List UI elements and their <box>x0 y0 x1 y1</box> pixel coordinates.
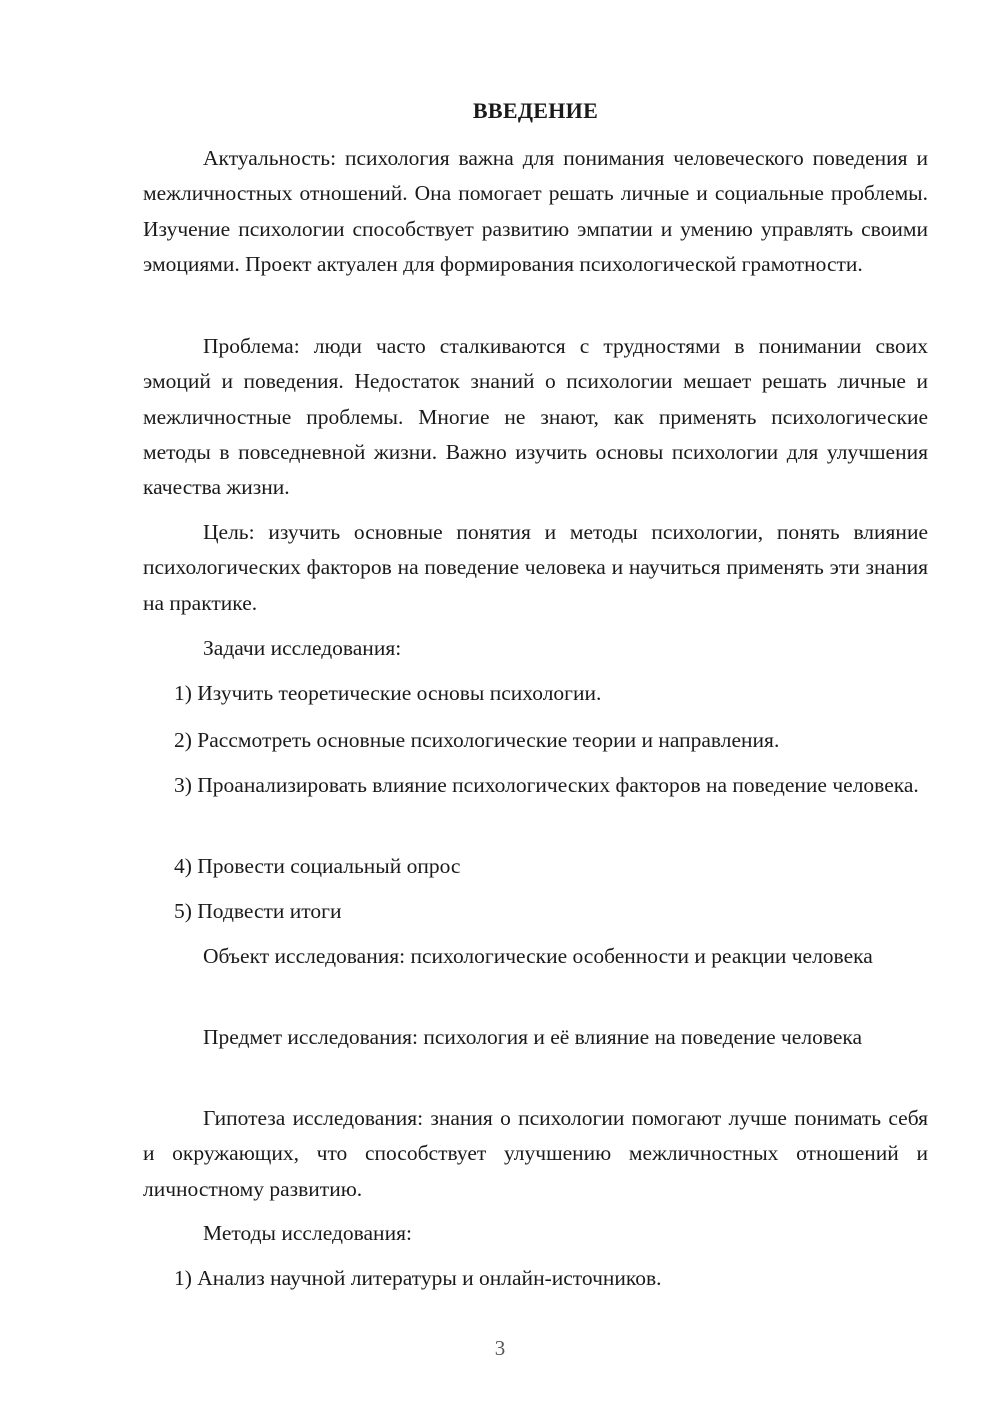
methods-heading: Методы исследования: <box>203 1221 412 1245</box>
task-item-1: 1) Изучить теоретические основы психологии. <box>174 681 602 705</box>
task-item-5: 5) Подвести итоги <box>174 899 342 923</box>
paragraph-object: Объект исследования: психологические особенности и реакции человека <box>203 944 873 968</box>
method-item-1: 1) Анализ научной литературы и онлайн-источников. <box>174 1266 662 1290</box>
section-title: ВВЕДЕНИЕ <box>472 98 599 123</box>
paragraph-relevance: Актуальность: психология важна для понимания человеческого поведения и межличностных отношений. Она помогает решать личные и социальные проблемы. Изучение психологии способствует развитию эмпатии и умению управлять своими эмоциями. Проект актуален для формирования психологической грамотности. <box>143 146 928 276</box>
paragraph-hypothesis: Гипотеза исследования: знания о психологии помогают лучше понимать себя и окружающих, что способствует улучшению межличностных отношений и личностному развитию. <box>143 1106 928 1201</box>
paragraph-problem: Проблема: люди часто сталкиваются с трудностями в понимании своих эмоций и поведения. Недостаток знаний о психологии мешает решать личные и межличностные проблемы. Многие не знают, как применять психологические методы в повседневной жизни. Важно изучить основы психологии для улучшения качества жизни. <box>143 334 928 500</box>
paragraph-goal: Цель: изучить основные понятия и методы психологии, понять влияние психологических факторов на поведение человека и научиться применять эти знания на практике. <box>143 520 928 615</box>
task-item-4: 4) Провести социальный опрос <box>174 854 461 878</box>
tasks-heading: Задачи исследования: <box>203 636 402 660</box>
paragraph-subject: Предмет исследования: психология и её влияние на поведение человека <box>203 1025 863 1049</box>
page-number: 3 <box>494 1336 506 1360</box>
task-item-3: 3) Проанализировать влияние психологических факторов на поведение человека. <box>174 773 919 797</box>
task-item-2: 2) Рассмотреть основные психологические теории и направления. <box>174 728 780 752</box>
